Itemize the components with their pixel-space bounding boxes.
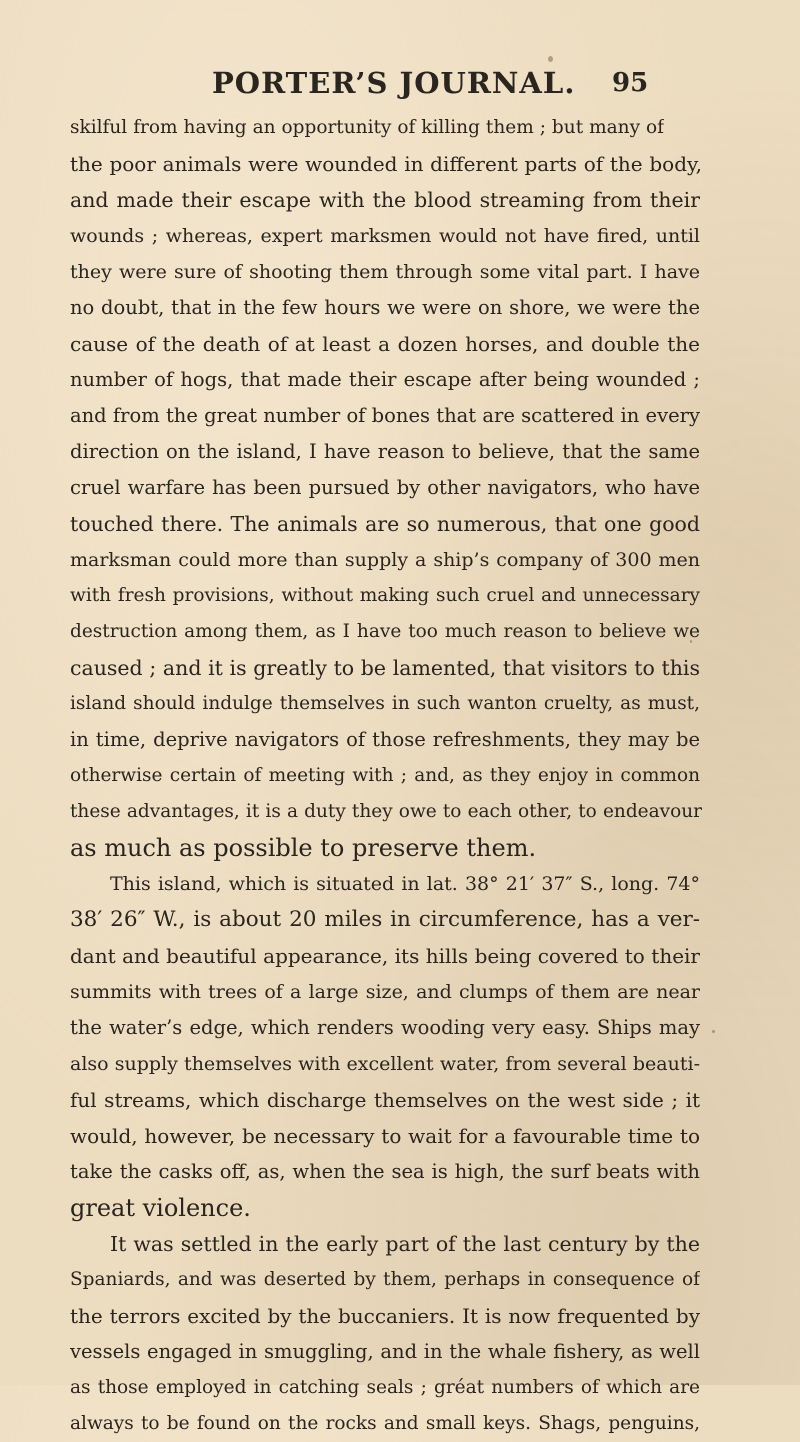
text-line: wounds ; whereas, expert marksmen would not have fired, until [70,225,700,247]
text-line: summits with trees of a large size, and clumps of them are near [70,981,700,1003]
text-line: with fresh provisions, without making such cruel and unnecessary [70,585,700,606]
text-line: also supply themselves with excellent water, from several beauti- [70,1053,700,1075]
text-line: caused ; and it is greatly to be lamented, that visitors to this [70,656,700,680]
text-line: direction on the island, I have reason to believe, that the same [70,440,700,463]
text-line: Spaniards, and was deserted by them, perhaps in consequence of [70,1269,700,1290]
text-line: these advantages, it is a duty they owe to each other, to endeavour [70,801,702,822]
text-line: cause of the death of at least a dozen horses, and double the [70,332,700,356]
text-line: the terrors excited by the buccaniers. It is now frequented by [70,1304,700,1328]
text-line: great violence. [70,1194,251,1222]
text-line: in time, deprive navigators of those refreshments, they may be [70,728,700,751]
text-line: as those employed in catching seals ; gréat numbers of which are [70,1377,700,1398]
text-line: as much as possible to preserve them. [70,834,537,862]
text-line: This island, which is situated in lat. 38° 21′ 37″ S., long. 74° [110,873,700,895]
text-line: destruction among them, as I have too much reason to believe we [70,621,700,642]
text-line: 38′ 26″ W., is about 20 miles in circumference, has a ver- [70,907,700,932]
text-line: number of hogs, that made their escape after being wounded ; [70,368,700,391]
paper-speck [690,640,692,643]
text-line: dant and beautiful appearance, its hills being covered to their [70,944,700,968]
text-line: skilful from having an opportunity of killing them ; but many of [70,117,664,138]
text-line: take the casks off, as, when the sea is high, the surf beats with [70,1160,700,1183]
text-line: would, however, be necessary to wait for a favourable time to [70,1124,700,1148]
page-number: 95 [612,68,649,98]
text-line: island should indulge themselves in such wanton cruelty, as must, [70,693,700,714]
page-header [0,66,800,106]
text-line: marksman could more than supply a ship’s company of 300 men [70,549,700,571]
text-line: and made their escape with the blood streaming from their [70,188,700,212]
running-head: PORTER’S JOURNAL. [212,66,576,100]
text-line: touched there. The animals are so numerous, that one good [70,512,700,536]
text-line: and from the great number of bones that are scattered in every [70,404,700,427]
text-line: the poor animals were wounded in different parts of the body, [70,152,702,176]
text-line: they were sure of shooting them through some vital part. I have [70,261,700,283]
text-line: the water’s edge, which renders wooding very easy. Ships may [70,1016,700,1039]
text-line: It was settled in the early part of the last century by the [110,1232,700,1256]
paper-speck [712,1030,715,1033]
paper-speck [548,56,553,62]
text-line: always to be found on the rocks and small keys. Shags, penguins, [70,1413,700,1434]
text-line: otherwise certain of meeting with ; and, as they enjoy in common [70,765,700,786]
text-line: cruel warfare has been pursued by other navigators, who have [70,476,700,499]
text-line: no doubt, that in the few hours we were on shore, we were the [70,296,700,319]
text-line: ful streams, which discharge themselves on the west side ; it [70,1088,700,1112]
text-line: vessels engaged in smuggling, and in the whale fishery, as well [70,1340,700,1363]
